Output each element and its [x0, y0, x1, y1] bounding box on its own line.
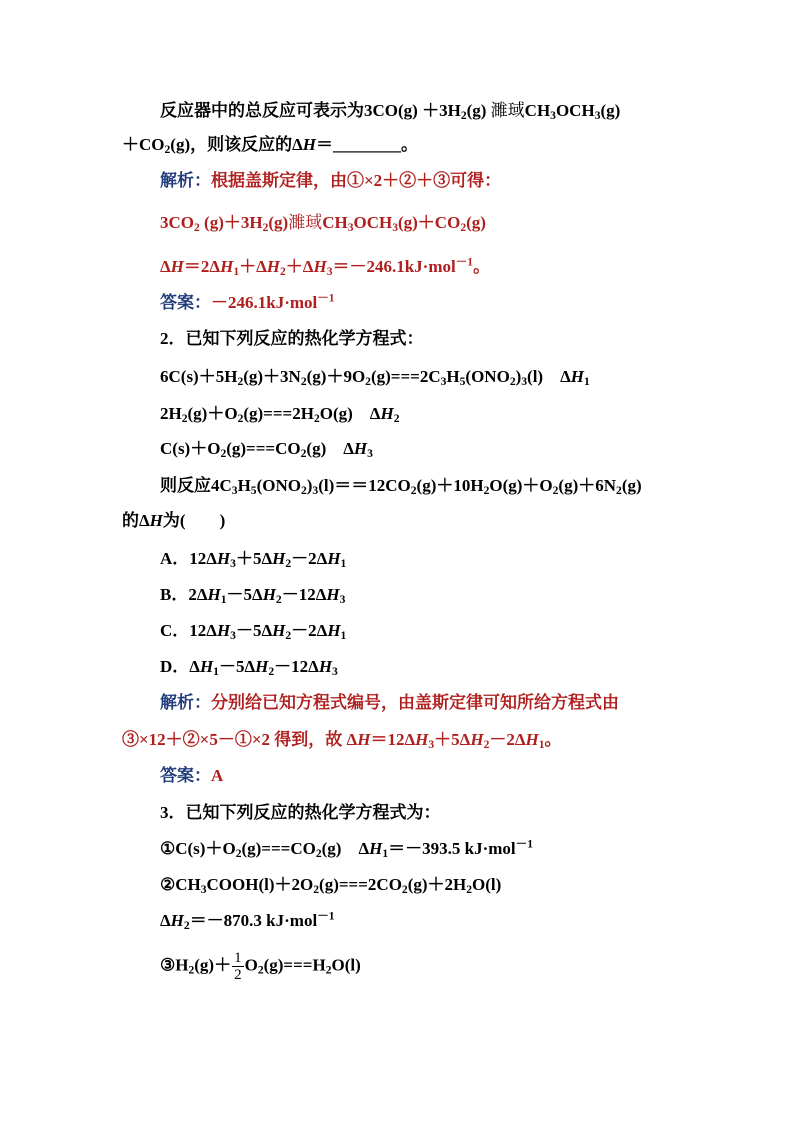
q3e1-c: (g) Δ: [321, 839, 370, 858]
a1-t4: CH: [322, 213, 348, 232]
q3e2dh-b: ＝－870.3 kJ·mol: [189, 911, 318, 930]
q3-stem: [160, 802, 441, 824]
q2ask-e: (l)＝＝12CO: [318, 476, 411, 495]
q2-eq3: $C(s)+O_2(g)===CO_2(g)$ $\Delta H_3$: [160, 439, 373, 460]
analysis2-label: 解析：: [160, 693, 211, 712]
a1dh-sup: －1: [455, 255, 474, 269]
q1-product2: OCH: [555, 101, 595, 120]
a1dh-h1: H: [220, 257, 234, 276]
optC-H3: H: [327, 621, 341, 640]
q2e1-e: H: [446, 367, 460, 386]
q1-analysis-dh: $\Delta H=2\Delta H_1+\Delta H_2+\Delta H_3=-246.1kJ\cdot mol^{-1}$。: [160, 255, 491, 278]
optD-H1: H: [199, 657, 214, 676]
optB-H1: H: [207, 585, 221, 604]
q1-analysis-equation: $3CO_2$ $(g)+3H_2(g)$濉琙$CH_3OCH_3(g)+CO_2(g)$: [160, 213, 486, 234]
answer2-label: 答案：: [160, 766, 211, 785]
optD-H3: H: [318, 657, 333, 676]
q2e3-s: 3: [367, 446, 373, 460]
q2e1-d: (g)===2C: [370, 367, 441, 386]
q3e3-a: ③H: [160, 955, 189, 975]
q2-ask2: [122, 510, 225, 532]
q2e1-c: (g)＋9O: [306, 367, 366, 386]
a2-l2a: ③×12＋②×5－①×2 得到，故 Δ: [122, 730, 358, 749]
optA-a: A．12Δ: [160, 549, 217, 568]
q2ask-a: 则反应4C: [160, 476, 232, 495]
a1-t7: (g): [466, 213, 486, 232]
optB-a: B．2Δ: [160, 585, 208, 604]
q2e3-a: C(s)＋O: [160, 439, 221, 458]
q3-stem-text: 3．已知下列反应的热化学方程式为：: [160, 803, 441, 822]
q2-stem-text: 2．已知下列反应的热化学方程式：: [160, 329, 424, 348]
q1-product-tail: (g): [600, 101, 621, 120]
q2e1-s: 1: [584, 374, 590, 388]
a1dh-h2: H: [266, 257, 280, 276]
q3-eq2: $②CH_3COOH(l)+2O_2(g)===2CO_2(g)+2H_2O(l)$: [160, 875, 502, 896]
q2e1-h: (l) Δ: [527, 367, 571, 386]
q3e3-d: (g)===H: [263, 955, 326, 975]
optC-a: C．12Δ: [160, 621, 217, 640]
q2ask-b: H: [237, 476, 251, 495]
q3-eq1: $①C(s)+O_2(g)===CO_2(g)$ $\Delta H_1=-393.5$ kJ·mol$^{-1}$: [160, 837, 533, 860]
a2-H: H: [357, 730, 371, 749]
q2e2-b: (g)＋O: [187, 404, 238, 423]
q3e2-c: (g)===2CO: [319, 875, 402, 894]
a1dh-t4: ＋Δ: [285, 257, 314, 276]
q2ask-g: O(g)＋O: [489, 476, 553, 495]
q1-co2-tail: (g)，则该反应的: [170, 135, 293, 154]
q2e1-H: H: [570, 367, 584, 386]
optC-c: －2Δ: [291, 621, 328, 640]
a2-l2c: ＋5Δ: [434, 730, 471, 749]
q1-analysis: [160, 170, 501, 192]
q2e3-c: (g) Δ: [306, 439, 354, 458]
q3e3-e: O(l): [331, 955, 361, 975]
a1-t2: (g)＋3H: [199, 213, 263, 232]
q3e3-b: (g)＋: [194, 955, 232, 975]
a1-t6: (g)＋CO: [397, 213, 461, 232]
optA-H1: H: [216, 549, 231, 568]
q2-analysis: [160, 692, 619, 714]
a1dh-t5: ＝－246.1kJ·mol: [332, 257, 456, 276]
optD-c: －12Δ: [274, 657, 319, 676]
q1-eq: ＝: [316, 135, 334, 154]
optB-c: －12Δ: [281, 585, 327, 604]
optB-b: －5Δ: [226, 585, 263, 604]
optB-H3: H: [326, 585, 340, 604]
q1-h: H: [302, 135, 317, 154]
q1-product: CH: [524, 101, 551, 120]
q2-option-c: C．$12\Delta H_3-5\Delta H_2-2\Delta H_1$: [160, 621, 347, 642]
optD-a: D．Δ: [160, 657, 200, 676]
optC-H2: H: [272, 621, 286, 640]
q2ask-h: (g)＋6N: [558, 476, 617, 495]
a2-end: 。: [544, 730, 562, 749]
q2-stem: [160, 328, 424, 350]
analysis-text: 根据盖斯定律，由①×2＋②＋③可得：: [211, 171, 502, 190]
q2ask-c: (ONO: [256, 476, 301, 495]
q3e3-c: O: [244, 955, 258, 975]
q3-eq3: $③H_2(g)+$ $\frac{1}{2}$ $O_2(g)===H_2O(l)$: [160, 950, 361, 983]
a1dh-t3: ＋Δ: [239, 257, 267, 276]
q1-line2: $+CO_2(g)$，则该反应的ΔH＝________。: [122, 135, 419, 156]
analysis-label: 解析：: [160, 171, 211, 190]
a1dh-t1: Δ: [160, 257, 171, 276]
q1-plus: ＋3H: [422, 101, 461, 120]
q2ask2-a: 的Δ: [122, 511, 150, 530]
q3e2dh-H: H: [170, 911, 184, 930]
a1dh-end: 。: [473, 257, 491, 276]
answer-label: 答案：: [160, 293, 211, 312]
optA-c: －2Δ: [291, 549, 328, 568]
a1dh-t2: ＝2Δ: [183, 257, 221, 276]
q3e2-e: O(l): [472, 875, 502, 894]
q1-answer: [160, 292, 335, 314]
q3e1-b: (g)===CO: [241, 839, 316, 858]
q2-ask: 则反应$4C_3H_5(ONO_2)_3(l)==12CO_2(g)+10H_2O(g)+O_2(g)+6N_2(g)$: [160, 476, 642, 497]
q1-co2: ＋CO: [122, 135, 165, 154]
q1-h2: (g): [466, 101, 487, 120]
q3e1-H: H: [369, 839, 383, 858]
q1-delta: Δ: [292, 135, 303, 154]
q2ask-f: (g)＋10H: [416, 476, 484, 495]
a1-t3: (g): [268, 213, 289, 232]
analysis2-text: 分别给已知方程式编号，由盖斯定律可知所给方程式由: [211, 693, 619, 712]
q2-eq2: $2H_2(g)+O_2(g)===2H_2O(g)$ $\Delta H_2$: [160, 404, 400, 425]
q2-option-d: D．$\Delta H_1-5\Delta H_2-12\Delta H_3$: [160, 657, 338, 678]
q2e1-b: (g)＋3N: [243, 367, 301, 386]
q2e2-d: O(g) Δ: [319, 404, 381, 423]
optD-H2: H: [255, 657, 269, 676]
a1dh-h3: H: [313, 257, 327, 276]
q1-blank: ________: [333, 135, 402, 154]
q2-eq1: $6C(s)+5H_2(g)+3N_2(g)+9O_2(g)===2C_3H_5(ONO_2)_3(l)$ $\Delta H_1$: [160, 367, 590, 388]
q2ask-i: (g): [621, 476, 642, 495]
optB-H2: H: [262, 585, 276, 604]
half-fraction: [232, 950, 244, 983]
a2-l2d: －2Δ: [489, 730, 526, 749]
optA-H2: H: [272, 549, 286, 568]
a1-t1: 3CO: [160, 213, 194, 232]
q2e2-H: H: [380, 404, 394, 423]
q1-end: 。: [401, 135, 419, 154]
q2ask2-b: 为( ): [162, 511, 226, 530]
q3e2-a: ②CH: [160, 875, 201, 894]
q2e3-b: (g)===CO: [226, 439, 301, 458]
a1-arrow: 濉琙: [288, 213, 323, 232]
q3e2-b: COOH(l)＋2O: [206, 875, 314, 894]
answer2-text: A: [211, 766, 224, 785]
a1dh-h: H: [170, 257, 184, 276]
q3e2-d: (g)＋2H: [407, 875, 467, 894]
q1-reactant: 3CO(g): [364, 101, 418, 120]
q3e1-sup: －1: [515, 837, 533, 851]
a2-H1: H: [415, 730, 429, 749]
q1-prefix: 反应器中的总反应可表示为: [160, 101, 364, 120]
q2e1-a: 6C(s)＋5H: [160, 367, 238, 386]
optC-H1: H: [216, 621, 231, 640]
optA-b: ＋5Δ: [235, 549, 273, 568]
optC-b: －5Δ: [235, 621, 273, 640]
q3e1-d: ＝－393.5 kJ·mol: [388, 839, 516, 858]
q2-option-b: B．$2\Delta H_1-5\Delta H_2-12\Delta H_3$: [160, 585, 346, 606]
q2-analysis-line2: ③×12＋②×5－①×2 得到，故 $\Delta H=12\Delta H_3+5\Delta H_2-2\Delta H_1$。: [122, 730, 562, 751]
optD-b: －5Δ: [218, 657, 256, 676]
a2-l2b: ＝12Δ: [370, 730, 416, 749]
a2-H2: H: [470, 730, 484, 749]
a1-t5: OCH: [353, 213, 393, 232]
answer-text: －246.1kJ·mol: [211, 293, 318, 312]
q3e2dh-sup: －1: [317, 909, 335, 923]
q2-answer: [160, 765, 223, 787]
answer-sup: －1: [317, 291, 335, 305]
q3e1-a: ①C(s)＋O: [160, 839, 236, 858]
q1-line1: 反应器中的总反应可表示为$3CO(g) +3H_2(g)$ 濉琙$CH_3OCH_3(g)$: [160, 101, 621, 122]
q2e1-g: ): [515, 367, 522, 386]
optA-H3: H: [327, 549, 341, 568]
q2e3-H: H: [353, 439, 368, 458]
q2e2-a: 2H: [160, 404, 182, 423]
q2ask-d: ): [306, 476, 313, 495]
fraction-numerator: 1: [234, 950, 242, 966]
q1-arrow: 濉琙: [490, 101, 525, 120]
a2-H3: H: [525, 730, 539, 749]
q3-eq2-dh: $\Delta H_2=-870.3$ kJ·mol$^{-1}$: [160, 909, 335, 932]
fraction-denominator: 2: [234, 967, 242, 983]
q2-option-a: A．$12\Delta H_3+5\Delta H_2-2\Delta H_1$: [160, 549, 347, 570]
q3e2dh-a: Δ: [160, 911, 171, 930]
q2ask2-H: H: [149, 511, 163, 530]
q2e2-s: 2: [393, 411, 400, 425]
q2e2-c: (g)===2H: [243, 404, 314, 423]
q2e1-f: (ONO: [465, 367, 510, 386]
